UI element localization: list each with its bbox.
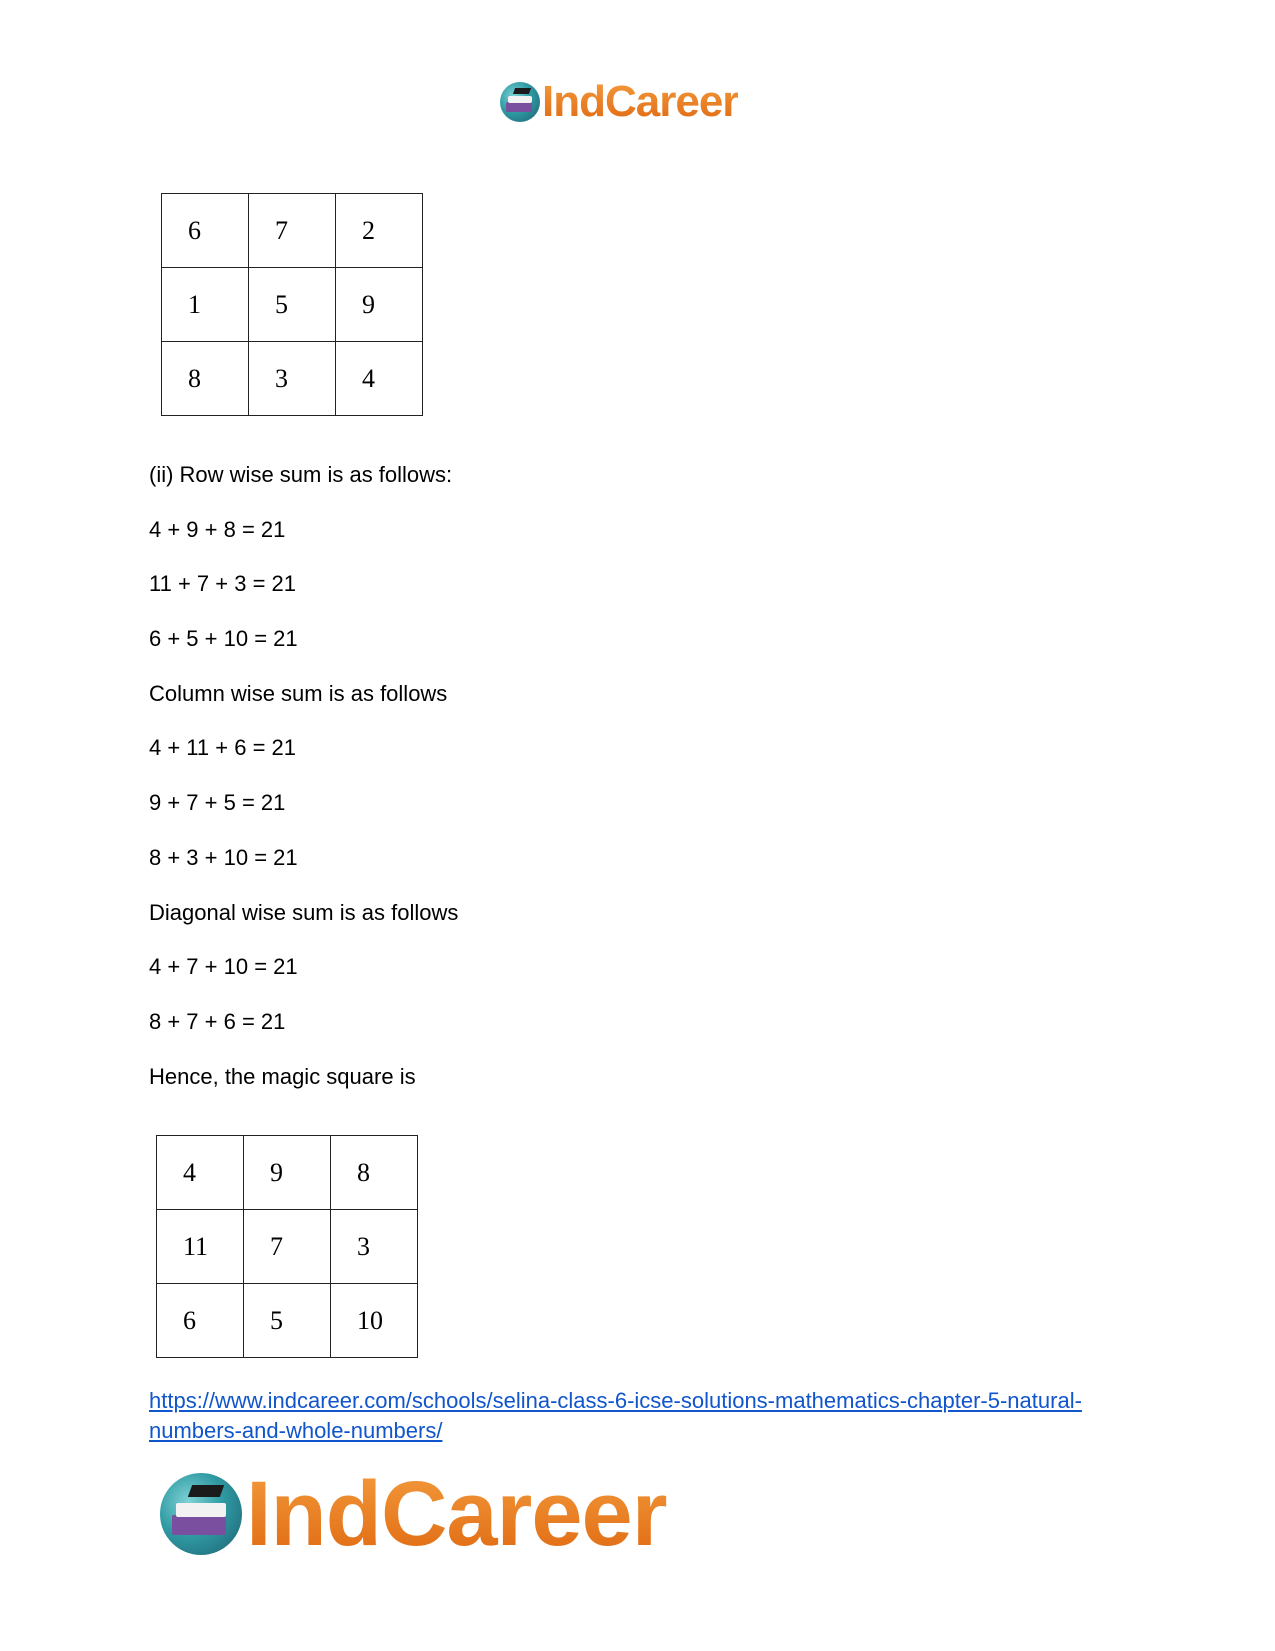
grid-cell: 10: [331, 1284, 418, 1358]
indcareer-logo-header: [500, 77, 739, 126]
number-grid-initial: [161, 193, 423, 416]
solution-text: [149, 462, 458, 1118]
indcareer-logo-footer: [160, 1463, 667, 1565]
conclusion-text: Hence, the magic square is: [149, 1063, 416, 1089]
magic-square-grid: [156, 1135, 418, 1358]
grid-cell: 9: [336, 268, 423, 342]
grid-cell: 5: [249, 268, 336, 342]
diagonal-sum-2: 8 + 7 + 6 = 21: [149, 1008, 286, 1034]
logo-wordmark: IndCareer: [542, 77, 739, 126]
grid-cell: 6: [157, 1284, 244, 1358]
row-sum-3: 6 + 5 + 10 = 21: [149, 626, 298, 652]
column-sum-1: 4 + 11 + 6 = 21: [149, 735, 296, 761]
source-url-link[interactable]: https://www.indcareer.com/schools/selina-class-6-icse-solutions-mathematics-chapter-5-natural-numbers-and-whole-numbers/: [149, 1388, 1082, 1443]
grid-row: [157, 1284, 418, 1358]
row-sum-heading: (ii) Row wise sum is as follows:: [149, 462, 453, 487]
grid-cell: 8: [331, 1136, 418, 1210]
grid-cell: 6: [162, 194, 249, 268]
logo-wordmark: IndCareer: [246, 1463, 667, 1565]
grid-cell: 2: [336, 194, 423, 268]
grid-row: [162, 194, 423, 268]
row-sum-1: 4 + 9 + 8 = 21: [149, 516, 286, 542]
grid-cell: 7: [249, 194, 336, 268]
grid-cell: 4: [336, 342, 423, 416]
column-sum-2: 9 + 7 + 5 = 21: [149, 790, 286, 816]
grid-row: [157, 1210, 418, 1284]
grid-cell: 11: [157, 1210, 244, 1284]
column-sum-3: 8 + 3 + 10 = 21: [149, 844, 298, 870]
grid-row: [162, 342, 423, 416]
column-sum-heading: Column wise sum is as follows: [149, 680, 448, 706]
globe-book-icon: [160, 1473, 242, 1555]
grid-row: [162, 268, 423, 342]
grid-cell: 3: [249, 342, 336, 416]
grid-cell: 1: [162, 268, 249, 342]
grid-row: [157, 1136, 418, 1210]
grid-cell: 4: [157, 1136, 244, 1210]
grid-cell: 5: [244, 1284, 331, 1358]
globe-book-icon: [500, 82, 540, 122]
grid-cell: 3: [331, 1210, 418, 1284]
diagonal-sum-1: 4 + 7 + 10 = 21: [149, 954, 298, 980]
grid-cell: 8: [162, 342, 249, 416]
row-sum-2: 11 + 7 + 3 = 21: [149, 571, 296, 597]
grid-cell: 7: [244, 1210, 331, 1284]
grid-cell: 9: [244, 1136, 331, 1210]
diagonal-sum-heading: Diagonal wise sum is as follows: [149, 899, 459, 925]
